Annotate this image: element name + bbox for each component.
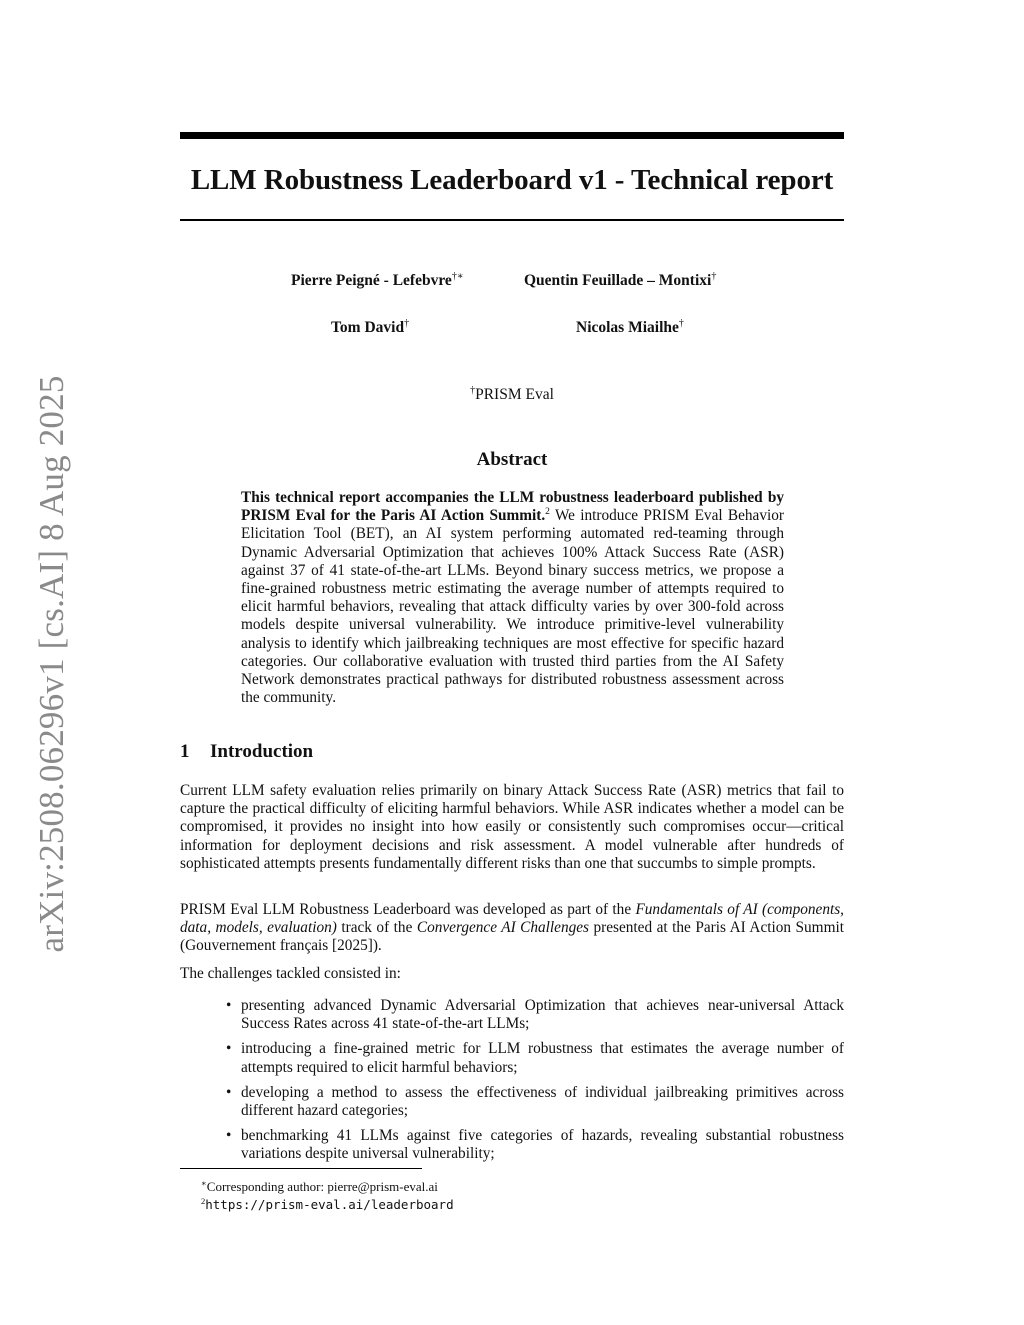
author-marks: † [711, 271, 717, 282]
list-item-text: developing a method to assess the effectiveness of individual jailbreaking primitives across different hazard categories; [241, 1083, 844, 1120]
challenges-list [222, 997, 844, 1171]
intro-paragraph-2 [180, 901, 844, 956]
footnote-rule [180, 1168, 422, 1169]
footnote-mark: ∗ [201, 1178, 207, 1188]
bullet-glyph: • [226, 1083, 232, 1101]
intro-p2-text-c: presented at the Paris AI Action Summit (Gouvernement français [2025]). [180, 919, 844, 955]
list-item-text: benchmarking 41 LLMs against five categories of hazards, revealing substantial robustness variations despite universal vulnerability; [241, 1127, 844, 1163]
footnote-text: Corresponding author: pierre@prism-eval.ai [206, 1179, 438, 1194]
intro-p2-text-b: track of the [336, 919, 417, 937]
leaderboard-link[interactable]: https://prism-eval.ai/leaderboard [205, 1197, 454, 1212]
list-item [222, 1040, 844, 1076]
section-title: Introduction [210, 741, 314, 762]
track-name: Fundamentals of AI (components, data, models, evaluation) [180, 901, 844, 937]
title-top-rule [180, 132, 844, 139]
author-name: Tom David [331, 319, 405, 336]
list-item-text: presenting advanced Dynamic Adversarial Optimization that achieves near-universal Attack Success Rates across 41 state-of-the-art LLMs; [241, 997, 844, 1033]
author-4 [576, 314, 684, 338]
intro-paragraph-1: Current LLM safety evaluation relies primarily on binary Attack Success Rate (ASR) metrics that fail to capture the practical difficulty of eliciting harmful behaviors. While ASR indicates whether a model can be compromised, it provides no insight into how easily or consistently such compromises occur—critical information for deployment decisions and risk assessment. A model vulnerable after hundreds of sophisticated attempts presents fundamentally different risks than one that succumbs to simple prompts. [180, 782, 844, 872]
author-name: Quentin Feuillade – Montixi [524, 272, 712, 289]
author-name: Nicolas Miailhe [576, 319, 679, 336]
affiliation-mark: † [470, 385, 476, 396]
intro-p2-text-a: PRISM Eval LLM Robustness Leaderboard was developed as part of the [180, 901, 636, 918]
bullet-glyph: • [226, 997, 232, 1014]
author-marks: † [678, 318, 684, 329]
footnote-ref-2[interactable]: 2 [545, 507, 550, 518]
author-name: Pierre Peigné - Lefebvre [291, 272, 452, 289]
abstract-bold-lead: This technical report accompanies the LLM robustness leaderboard published by PRISM Eval for the Paris AI Action Summit. [241, 489, 784, 525]
section-heading-introduction [180, 740, 313, 764]
list-item [222, 1084, 844, 1120]
challenge-name: Convergence AI Challenges [416, 919, 589, 937]
bullet-glyph: • [226, 1040, 232, 1058]
list-item-text: introducing a fine-grained metric for LLM robustness that estimates the average number of attempts required to elicit harmful behaviors; [241, 1040, 844, 1076]
intro-paragraph-3: The challenges tackled consisted in: [180, 965, 401, 982]
list-item [222, 997, 844, 1033]
abstract-body [241, 489, 784, 707]
affiliation-name: PRISM Eval [475, 386, 554, 403]
list-item [222, 1127, 844, 1163]
footnote-mark: 2 [201, 1196, 206, 1206]
author-marks: † [404, 318, 410, 329]
paper-title: LLM Robustness Leaderboard v1 - Technical report [190, 164, 834, 196]
affiliation [180, 381, 844, 405]
abstract-text: We introduce PRISM Eval Behavior Elicitation Tool (BET), an AI system performing automated red-teaming through Dynamic Adversarial Optimization that achieves 100% Attack Success Rate (ASR) against 37 of 41 state-of-the-art LLMs. Beyond binary success metrics, we propose a fine-grained robustness metric estimating the average number of attempts required to elicit harmful behaviors, revealing that attack difficulty varies by over 300-fold across models despite universal vulnerability. We introduce primitive-level vulnerability analysis to identify which jailbreaking techniques are most effective for specific hazard categories. Our collaborative evaluation with trusted third parties from the AI Safety Network demonstrates practical pathways for distributed robustness assessment across the community. [241, 507, 784, 707]
arxiv-id: arXiv:2508.06296v1 [cs.AI] 8 Aug 2025 [32, 375, 71, 953]
author-marks: †∗ [451, 271, 464, 282]
bullet-glyph: • [226, 1127, 232, 1145]
author-3 [331, 314, 409, 338]
abstract-heading: Abstract [476, 449, 548, 470]
author-1 [291, 267, 464, 291]
footnote-1 [201, 1175, 438, 1195]
title-bottom-rule [180, 219, 844, 221]
section-number: 1 [180, 741, 190, 762]
footnote-2 [201, 1193, 454, 1213]
author-2 [524, 267, 716, 291]
